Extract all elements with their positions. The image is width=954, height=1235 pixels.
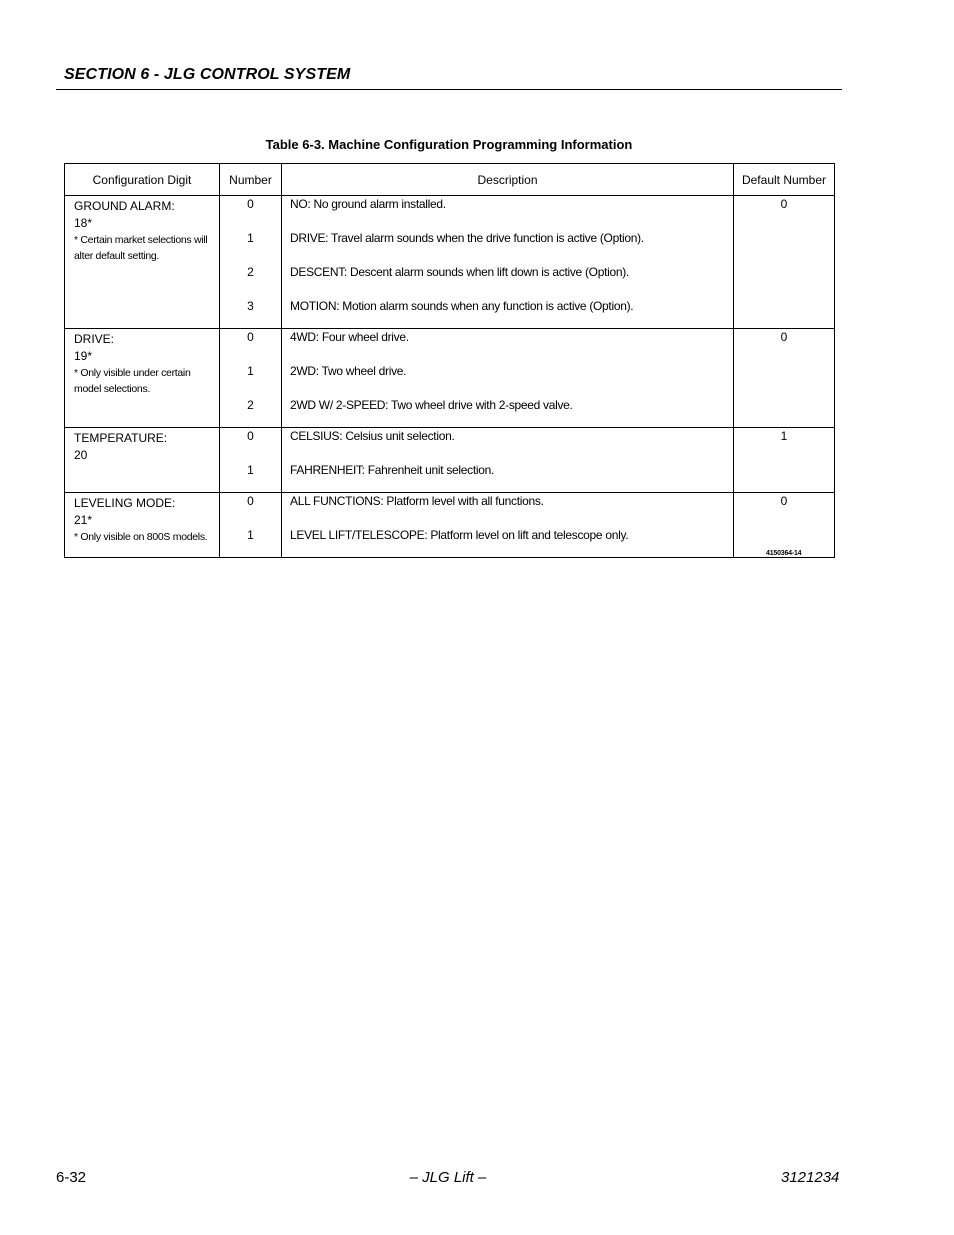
- option-description: 2WD W/ 2-SPEED: Two wheel drive with 2-speed valve.: [290, 398, 573, 412]
- option-number: 1: [247, 463, 254, 477]
- option-description: ALL FUNCTIONS: Platform level with all functions.: [290, 494, 544, 508]
- config-digit-cell: [65, 493, 220, 558]
- table-row: [65, 493, 835, 558]
- description-cell: [282, 329, 734, 428]
- column-header-configuration-digit: Configuration Digit: [65, 164, 220, 196]
- config-digit-cell: [65, 196, 220, 329]
- default-number-cell: 0: [734, 493, 835, 558]
- table-row: [65, 428, 835, 493]
- option-description: CELSIUS: Celsius unit selection.: [290, 429, 455, 443]
- option-number: 0: [247, 197, 254, 211]
- option-description: 4WD: Four wheel drive.: [290, 330, 409, 344]
- description-cell: [282, 196, 734, 329]
- description-cell: [282, 428, 734, 493]
- number-cell: [220, 493, 282, 558]
- column-header-description: Description: [282, 164, 734, 196]
- table-title: Table 6-3. Machine Configuration Programming Information: [265, 137, 633, 152]
- config-name: GROUND ALARM:: [74, 199, 175, 213]
- table-row: [65, 329, 835, 428]
- option-description: MOTION: Motion alarm sounds when any function is active (Option).: [290, 299, 634, 313]
- option-number: 2: [247, 265, 254, 279]
- document-number: 3121234: [781, 1169, 840, 1186]
- config-name: DRIVE:: [74, 332, 115, 346]
- config-note: * Only visible under certain model selections.: [74, 367, 191, 395]
- number-cell: [220, 329, 282, 428]
- option-number: 3: [247, 299, 254, 313]
- default-number-cell: 1: [734, 428, 835, 493]
- option-number: 1: [247, 528, 254, 542]
- footer-title: – JLG Lift –: [409, 1169, 487, 1186]
- config-name: LEVELING MODE:: [74, 496, 176, 510]
- config-note: * Certain market selections will alter default setting.: [74, 234, 208, 262]
- default-number-cell: 0: [734, 329, 835, 428]
- option-description: NO: No ground alarm installed.: [290, 197, 446, 211]
- table-header-row: [65, 164, 835, 196]
- option-description: LEVEL LIFT/TELESCOPE: Platform level on lift and telescope only.: [290, 528, 629, 542]
- table-row: [65, 196, 835, 329]
- column-header-number: Number: [220, 164, 282, 196]
- figure-code: 4150364-14: [766, 550, 802, 557]
- option-description: FAHRENHEIT: Fahrenheit unit selection.: [290, 463, 495, 477]
- page-number: 6-32: [56, 1169, 87, 1186]
- config-digit-cell: [65, 428, 220, 493]
- description-cell: [282, 493, 734, 558]
- option-description: 2WD: Two wheel drive.: [290, 364, 407, 378]
- option-number: 2: [247, 398, 254, 412]
- option-number: 0: [247, 494, 254, 508]
- default-number-cell: 0: [734, 196, 835, 329]
- number-cell: [220, 196, 282, 329]
- section-header: SECTION 6 - JLG CONTROL SYSTEM: [64, 66, 351, 83]
- config-name: TEMPERATURE:: [74, 431, 168, 445]
- option-description: DRIVE: Travel alarm sounds when the drive function is active (Option).: [290, 231, 644, 245]
- config-digit: 20: [74, 448, 88, 462]
- option-number: 1: [247, 364, 254, 378]
- config-digit: 19*: [74, 349, 93, 363]
- config-note: * Only visible on 800S models.: [74, 531, 208, 543]
- config-digit: 18*: [74, 216, 93, 230]
- header-rule: [56, 89, 842, 90]
- option-number: 1: [247, 231, 254, 245]
- column-header-default-number: Default Number: [734, 164, 835, 196]
- option-description: DESCENT: Descent alarm sounds when lift down is active (Option).: [290, 265, 629, 279]
- option-number: 0: [247, 330, 254, 344]
- config-digit-cell: [65, 329, 220, 428]
- option-number: 0: [247, 429, 254, 443]
- configuration-table: [64, 163, 835, 558]
- number-cell: [220, 428, 282, 493]
- config-digit: 21*: [74, 513, 93, 527]
